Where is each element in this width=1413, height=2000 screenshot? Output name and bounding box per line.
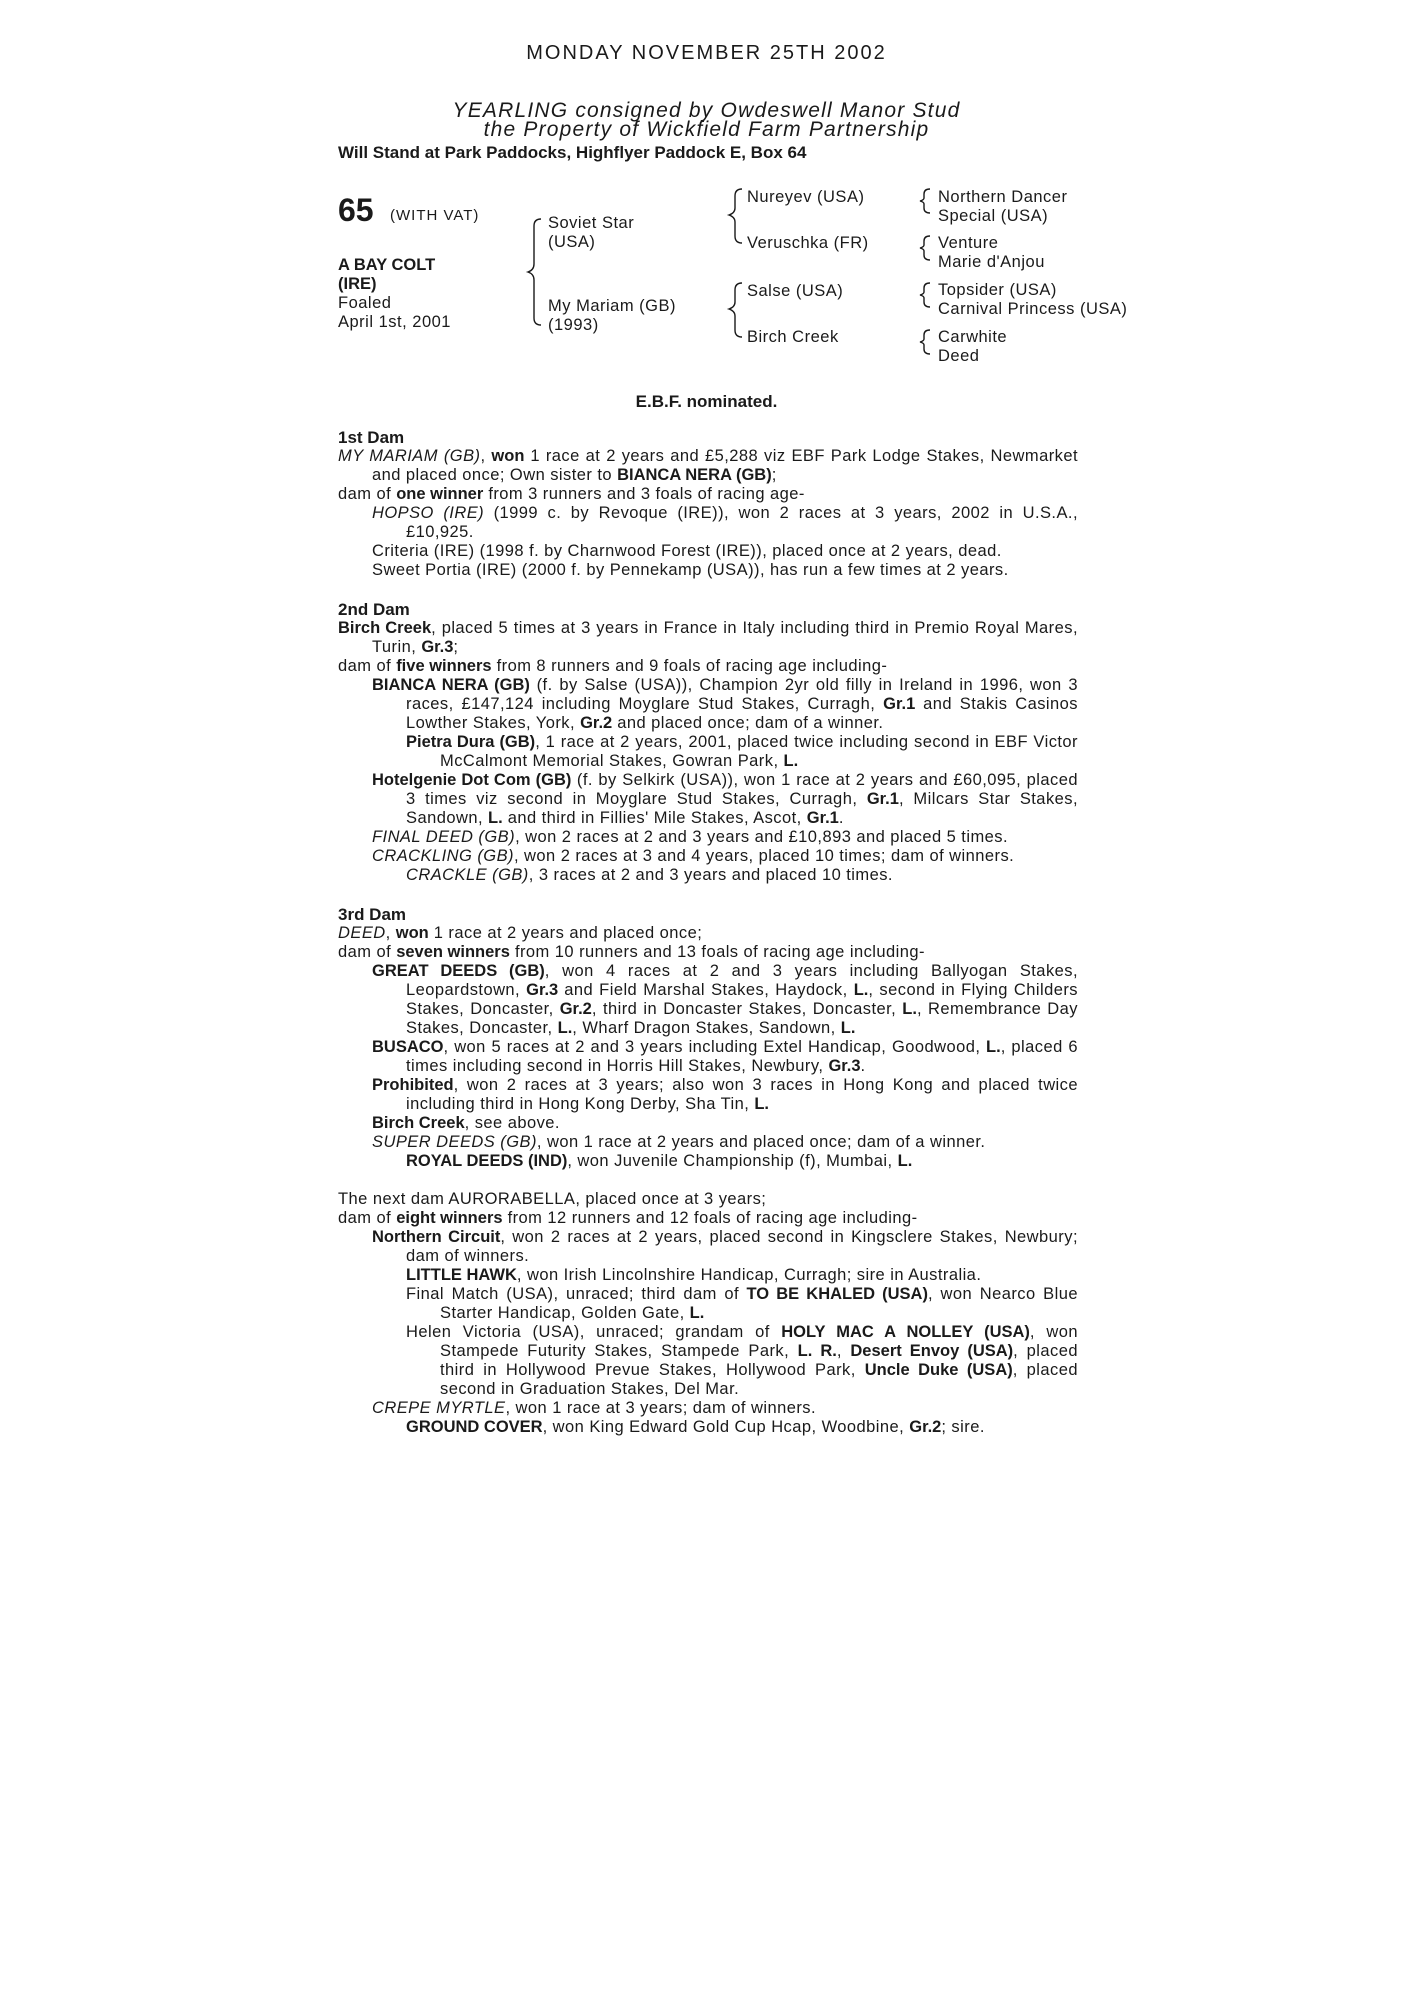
- consignment-line-2: the Property of Wickfield Farm Partnership: [483, 118, 930, 141]
- first-dam-heading: 1st Dam: [338, 428, 405, 447]
- produce-little-hawk: LITTLE HAWK, won Irish Lincolnshire Handicap, Curragh; sire in Australia.: [406, 1266, 982, 1284]
- second-dam-section: [338, 600, 1078, 885]
- produce-crackling: CRACKLING (GB), won 2 races at 3 and 4 years, placed 10 times; dam of winners.: [372, 847, 1015, 865]
- pedigree-brackets: [0, 0, 1413, 380]
- sire-sire: Nureyev (USA): [747, 188, 865, 206]
- produce-crackle: CRACKLE (GB), 3 races at 2 and 3 years and placed 10 times.: [406, 866, 893, 884]
- second-dam-heading: 2nd Dam: [338, 600, 410, 619]
- g-venture: Venture: [938, 234, 999, 252]
- produce-criteria: Criteria (IRE) (1998 f. by Charnwood Forest (IRE)), placed once at 2 years, dead.: [372, 542, 1002, 560]
- first-dam-section: [338, 428, 1078, 580]
- g-carwhite: Carwhite: [938, 328, 1008, 346]
- produce-prohibited: Prohibited, won 2 races at 3 years; also won 3 races in Hong Kong and placed twice including third in Hong Kong Derby, Sha Tin, L.: [372, 1076, 1078, 1113]
- produce-pietra-dura: Pietra Dura (GB), 1 race at 2 years, 2001, placed twice including second in EBF Victor McCalmont Memorial Stakes, Gowran Park, L.: [406, 733, 1078, 770]
- produce-royal-deeds: ROYAL DEEDS (IND), won Juvenile Championship (f), Mumbai, L.: [406, 1152, 913, 1170]
- g-marie-danjou: Marie d'Anjou: [938, 253, 1045, 271]
- third-dam-heading: 3rd Dam: [338, 905, 407, 924]
- third-dam-produce-summary: dam of seven winners from 10 runners and 13 foals of racing age including-: [338, 943, 925, 961]
- consignment-line-1: YEARLING consigned by Owdeswell Manor Stud: [452, 99, 961, 122]
- produce-super-deeds: SUPER DEEDS (GB), won 1 race at 2 years and placed once; dam of a winner.: [372, 1133, 986, 1151]
- dam-dam: Birch Creek: [747, 328, 839, 346]
- g-carnival-princess: Carnival Princess (USA): [938, 300, 1128, 318]
- g-northern-dancer: Northern Dancer: [938, 188, 1068, 206]
- dam-sire: Salse (USA): [747, 282, 844, 300]
- lot-description-line2: (IRE): [338, 275, 377, 293]
- sire-name: Soviet Star: [548, 214, 635, 232]
- next-dam-produce-summary: dam of eight winners from 12 runners and 12 foals of racing age including-: [338, 1209, 918, 1227]
- lot-number: 65: [338, 192, 374, 228]
- sire-dam: Veruschka (FR): [747, 234, 869, 252]
- produce-birch-creek: Birch Creek, see above.: [372, 1114, 560, 1132]
- produce-great-deeds: GREAT DEEDS (GB), won 4 races at 2 and 3 years including Ballyogan Stakes, Leopardstown, Gr.3 and Field Marshal Stakes, Haydock, L., second in Flying Childers Stakes, Doncaster, Gr.2, third in Doncaster Stakes, Doncaster, L., Remembrance Day Stakes, Doncaster, L., Wharf Dragon Stakes, Sandown, L.: [372, 962, 1078, 1037]
- third-dam-section: [338, 905, 1078, 1171]
- produce-helen-victoria: Helen Victoria (USA), unraced; grandam of HOLY MAC A NOLLEY (USA), won Stampede Futurity Stakes, Stampede Park, L. R., Desert Envoy (USA), placed third in Hollywood Prevue Stakes, Hollywood Park, Uncle Duke (USA), placed second in Graduation Stakes, Del Mar.: [406, 1323, 1079, 1398]
- g-special: Special (USA): [938, 207, 1049, 225]
- produce-final-deed: FINAL DEED (GB), won 2 races at 2 and 3 years and £10,893 and placed 5 times.: [372, 828, 1009, 846]
- produce-hotelgenie: Hotelgenie Dot Com (GB) (f. by Selkirk (USA)), won 1 race at 2 years and £60,095, placed 3 times viz second in Moyglare Stud Stakes, Curragh, Gr.1, Milcars Star Stakes, Sandown, L. and third in Fillies' Mile Stakes, Ascot, Gr.1.: [372, 771, 1078, 827]
- produce-busaco: BUSACO, won 5 races at 2 and 3 years including Extel Handicap, Goodwood, L., placed 6 times including second in Horris Hill Stakes, Newbury, Gr.3.: [372, 1038, 1078, 1075]
- produce-final-match: Final Match (USA), unraced; third dam of TO BE KHALED (USA), won Nearco Blue Starter Handicap, Golden Gate, L.: [406, 1285, 1078, 1322]
- third-dam-entry: DEED, won 1 race at 2 years and placed once;: [338, 924, 703, 942]
- produce-crepe-myrtle: CREPE MYRTLE, won 1 race at 3 years; dam of winners.: [372, 1399, 817, 1417]
- first-dam-produce-summary: dam of one winner from 3 runners and 3 foals of racing age-: [338, 485, 805, 503]
- dam-year: (1993): [548, 316, 599, 334]
- g-deed: Deed: [938, 347, 980, 365]
- next-dam-section: [338, 1190, 1078, 1437]
- produce-ground-cover: GROUND COVER, won King Edward Gold Cup Hcap, Woodbine, Gr.2; sire.: [406, 1418, 985, 1436]
- sire-origin: (USA): [548, 233, 596, 251]
- ebf-nomination: E.B.F. nominated.: [635, 392, 778, 411]
- dam-name: My Mariam (GB): [548, 297, 676, 315]
- produce-sweet-portia: Sweet Portia (IRE) (2000 f. by Pennekamp (USA)), has run a few times at 2 years.: [372, 561, 1009, 579]
- produce-hopso: HOPSO (IRE) (1999 c. by Revoque (IRE)), won 2 races at 3 years, 2002 in U.S.A., £10,925.: [372, 504, 1078, 541]
- second-dam-produce-summary: dam of five winners from 8 runners and 9 foals of racing age including-: [338, 657, 888, 675]
- produce-northern-circuit: Northern Circuit, won 2 races at 2 years, placed second in Kingsclere Stakes, Newbury; dam of winners.: [372, 1228, 1078, 1265]
- produce-bianca-nera: BIANCA NERA (GB) (f. by Salse (USA)), Champion 2yr old filly in Ireland in 1996, won 3 races, £147,124 including Moyglare Stud Stakes, Curragh, Gr.1 and Stakis Casinos Lowther Stakes, York, Gr.2 and placed once; dam of a winner.: [372, 676, 1078, 732]
- stand-location: Will Stand at Park Paddocks, Highflyer Paddock E, Box 64: [338, 143, 807, 162]
- second-dam-entry: Birch Creek, placed 5 times at 3 years in France in Italy including third in Premio Royal Mares, Turin, Gr.3;: [338, 619, 1078, 656]
- next-dam-entry: The next dam AURORABELLA, placed once at 3 years;: [338, 1190, 767, 1208]
- vat-note: (WITH VAT): [390, 207, 480, 224]
- sale-date: MONDAY NOVEMBER 25TH 2002: [526, 42, 887, 64]
- g-topsider: Topsider (USA): [938, 281, 1057, 299]
- lot-description-line1: A BAY COLT: [338, 256, 436, 274]
- foaled-label: Foaled: [338, 294, 392, 312]
- first-dam-entry: MY MARIAM (GB), won 1 race at 2 years and £5,288 viz EBF Park Lodge Stakes, Newmarket and placed once; Own sister to BIANCA NERA (GB);: [338, 447, 1078, 484]
- foaled-date: April 1st, 2001: [338, 313, 451, 331]
